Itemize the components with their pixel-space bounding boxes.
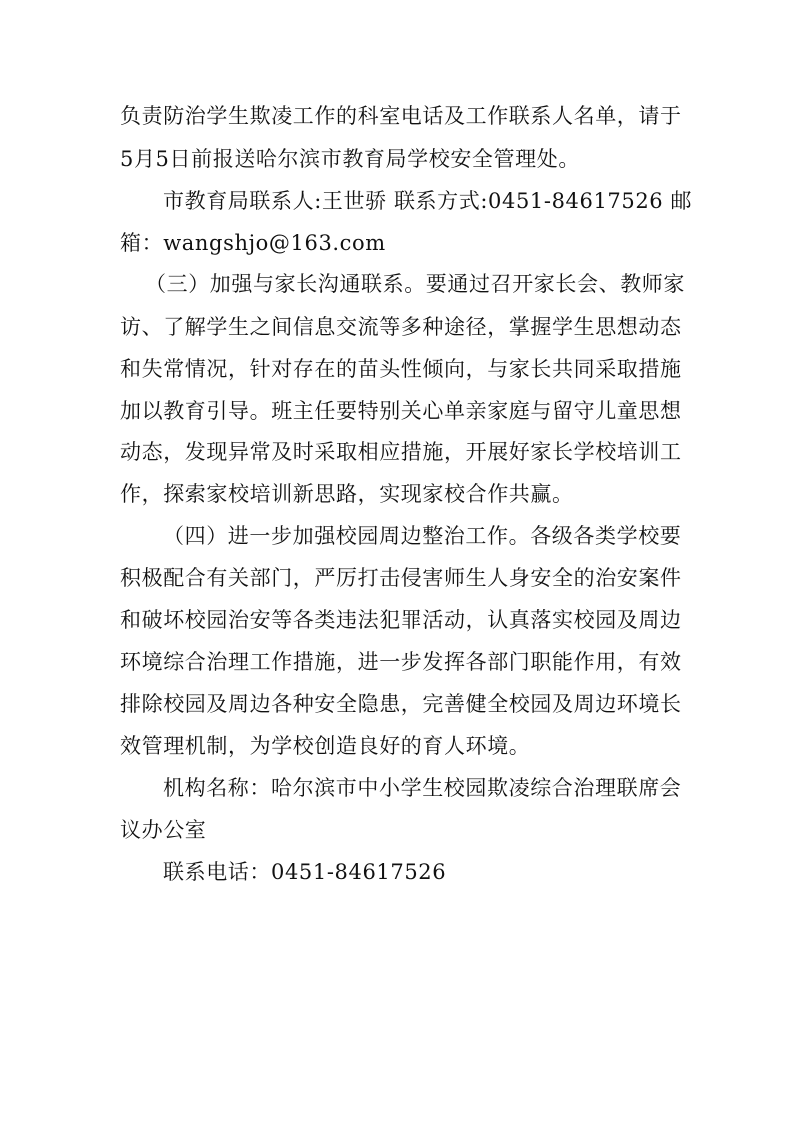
paragraph-line: 负责防治学生欺凌工作的科室电话及工作联系人名单，请于 [120, 104, 682, 128]
paragraph-line: 和破坏校园治安等各类违法犯罪活动，认真落实校园及周边 [120, 608, 682, 632]
section-3-heading-line: （三）加强与家长沟通联系。要通过召开家长会、教师家 [145, 272, 685, 296]
paragraph-line: 排除校园及周边各种安全隐患，完善健全校园及周边环境长 [120, 692, 682, 716]
paragraph-line: 加以教育引导。班主任要特别关心单亲家庭与留守儿童思想 [120, 399, 682, 423]
paragraph-line: 5月5日前报送哈尔滨市教育局学校安全管理处。 [120, 147, 580, 171]
paragraph-line: 效管理机制，为学校创造良好的育人环境。 [120, 734, 531, 758]
paragraph-line: 作，探索家校培训新思路，实现家校合作共赢。 [120, 482, 574, 506]
phone-line: 联系电话：0451-84617526 [163, 860, 447, 884]
paragraph-line: 动态，发现异常及时采取相应措施，开展好家长学校培训工 [120, 440, 682, 464]
paragraph-line: 环境综合治理工作措施，进一步发挥各部门职能作用，有效 [120, 650, 682, 674]
organization-name-line: 机构名称：哈尔滨市中小学生校园欺凌综合治理联席会 [163, 776, 682, 800]
paragraph-line: 访、了解学生之间信息交流等多种途径，掌握学生思想动态 [120, 315, 682, 339]
contact-line: 市教育局联系人:王世骄 联系方式:0451-84617526 邮 [163, 189, 693, 213]
section-4-heading-line: （四）进一步加强校园周边整治工作。各级各类学校要 [163, 524, 682, 548]
organization-name-line: 议办公室 [120, 818, 207, 842]
paragraph-line: 和失常情况，针对存在的苗头性倾向，与家长共同采取措施 [120, 357, 682, 381]
paragraph-line: 积极配合有关部门，严厉打击侵害师生人身安全的治安案件 [120, 566, 682, 590]
email-line: 箱：wangshjo@163.com [120, 231, 386, 255]
